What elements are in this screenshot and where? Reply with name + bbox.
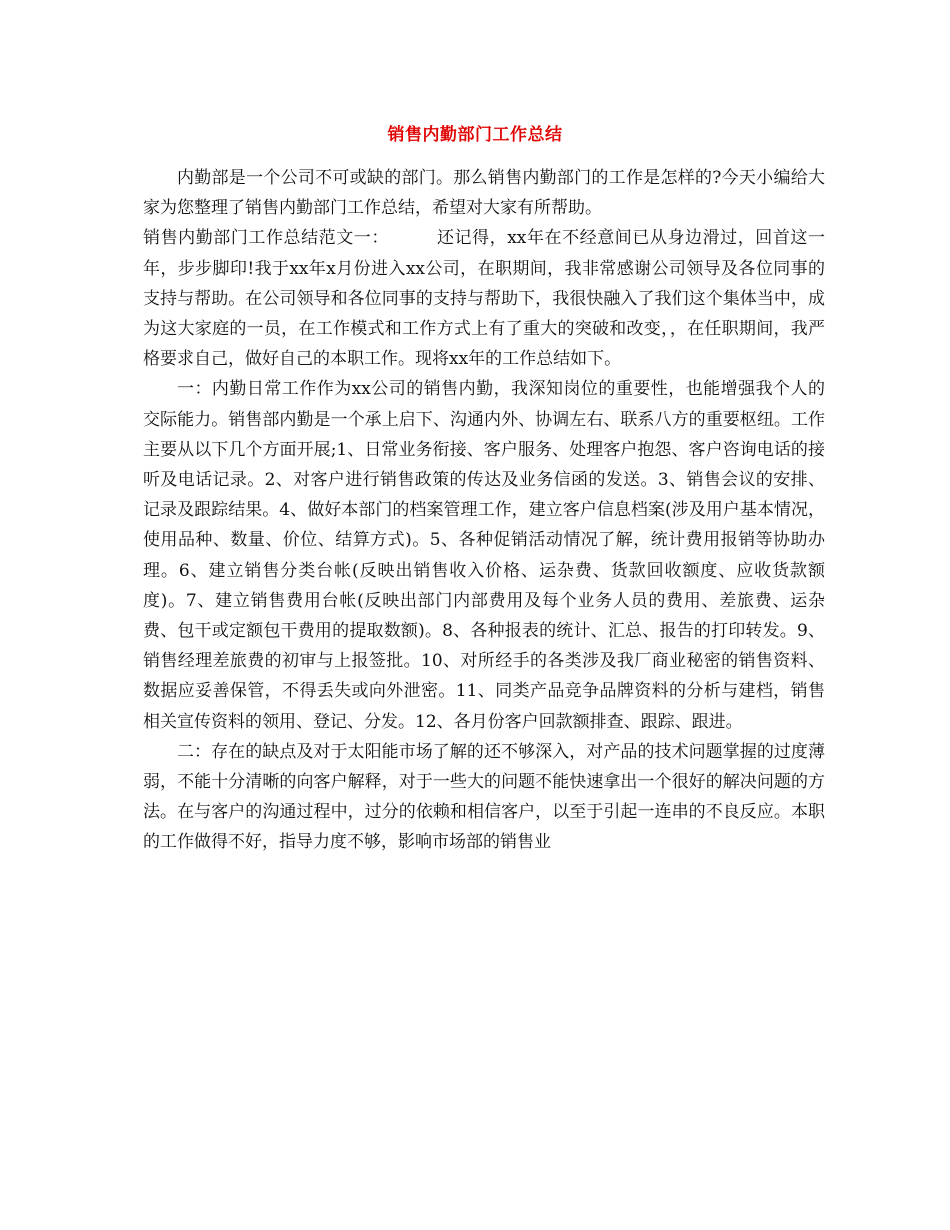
section-one-paragraph: 一：内勤日常工作作为xx公司的销售内勤，我深知岗位的重要性，也能增强我个人的交际能力。销售部内勤是一个承上启下、沟通内外、协调左右、联系八方的重要枢纽。工作主要从以下几个方面开展;1、日常业务衔接、客户服务、处理客户抱怨、客户咨询电话的接听及电话记录。2、对客户进行销售政策的传达及业务信函的发送。3、销售会议的安排、记录及跟踪结果。4、做好本部门的档案管理工作，建立客户信息档案(涉及用户基本情况，使用品种、数量、价位、结算方式)。5、各种促销活动情况了解，统计费用报销等协助办理。6、建立销售分类台帐(反映出销售收入价格、运杂费、货款回收额度、应收货款额度)。7、建立销售费用台帐(反映出部门内部费用及每个业务人员的费用、差旅费、运杂费、包干或定额包干费用的提取数额)。8、各种报表的统计、汇总、报告的打印转发。9、销售经理差旅费的初审与上报签批。10、对所经手的各类涉及我厂商业秘密的销售资料、数据应妥善保管，不得丢失或向外泄密。11、同类产品竞争品牌资料的分析与建档，销售相关宣传资料的领用、登记、分发。12、各月份客户回款额排查、跟踪、跟进。 xyxy=(143,379,825,732)
document-title: 销售内勤部门工作总结 xyxy=(387,125,563,145)
sample-heading: 销售内勤部门工作总结范文一： xyxy=(143,228,389,249)
sample-body: 还记得，xx年在不经意间已从身边滑过，回首这一年，步步脚印!我于xx年x月份进入xx公司，在职期间，我非常感谢公司领导及各位同事的支持与帮助。在公司领导和各位同事的支持与帮助下，我很快融入了我们这个集体当中，成为这大家庭的一员，在工作模式和工作方式上有了重大的突破和改变，，在任职期间，我严格要求自己，做好自己的本职工作。现将xx年的工作总结如下。 xyxy=(143,228,825,370)
sample-paragraph xyxy=(143,223,825,374)
document-body xyxy=(143,163,825,858)
section-two-paragraph: 二：存在的缺点及对于太阳能市场了解的还不够深入，对产品的技术问题掌握的过度薄弱，不能十分清晰的向客户解释，对于一些大的问题不能快速拿出一个很好的解决问题的方法。在与客户的沟通过程中，过分的依赖和相信客户，以至于引起一连串的不良反应。本职的工作做得不好，指导力度不够，影响市场部的销售业 xyxy=(143,741,825,853)
intro-paragraph: 内勤部是一个公司不可或缺的部门。那么销售内勤部门的工作是怎样的?今天小编给大家为您整理了销售内勤部门工作总结，希望对大家有所帮助。 xyxy=(143,168,825,219)
